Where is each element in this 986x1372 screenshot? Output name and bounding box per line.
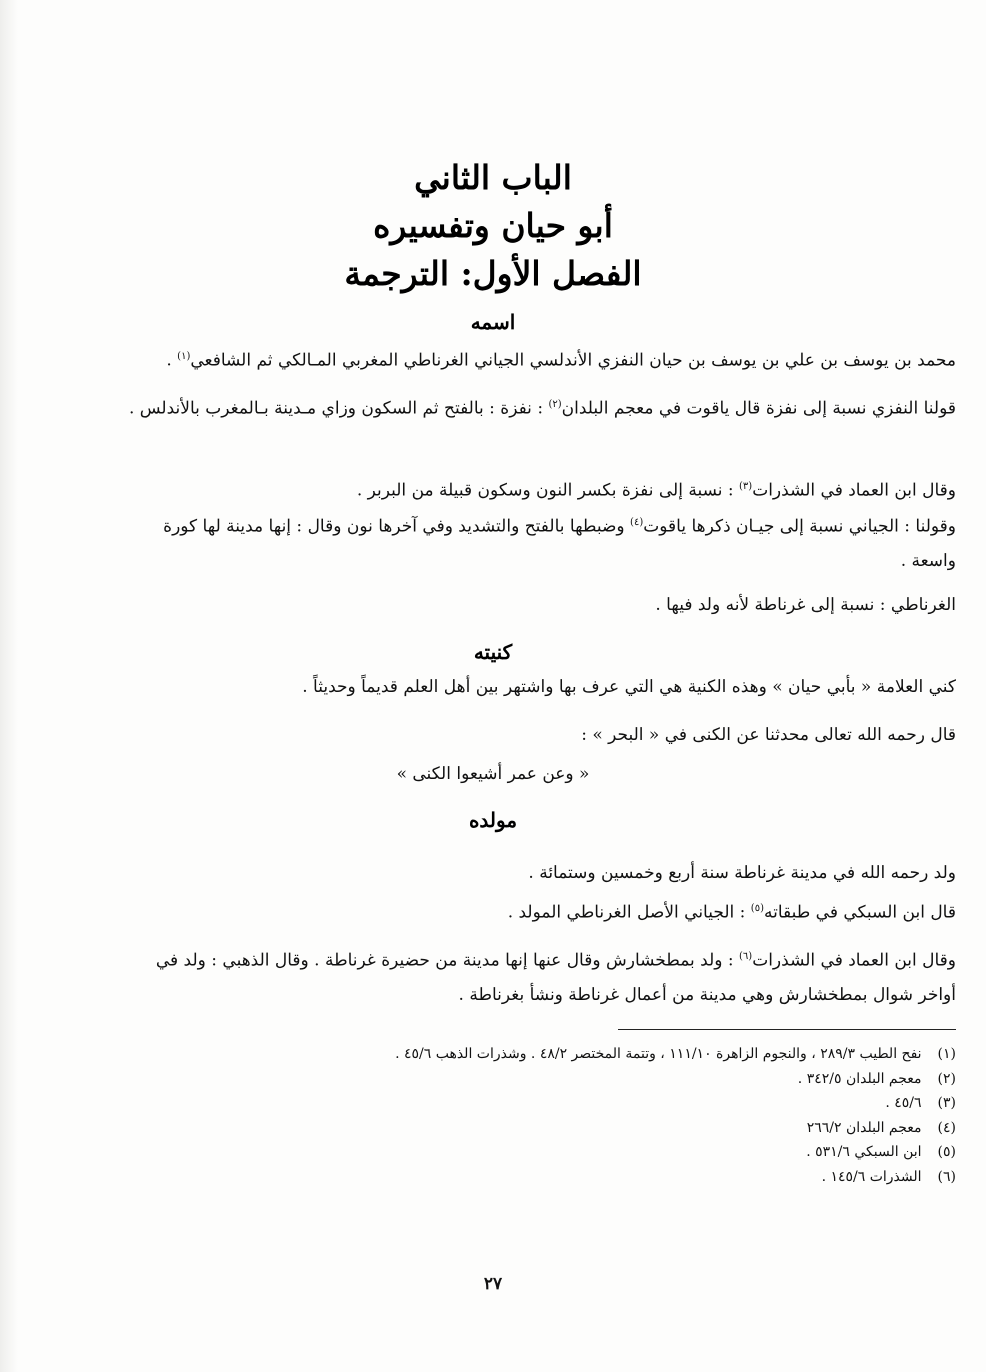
footnote-number: (٦) <box>937 1168 956 1185</box>
footnote-separator <box>618 1029 956 1030</box>
footnote-number: (٣) <box>937 1095 956 1111</box>
kunya-paragraph-2: قال رحمه الله تعالى محدثنا عن الكنى في « البحر » : <box>581 725 956 745</box>
name-paragraph-2-end: : نفزة : بالفتح ثم السكون وزاي مـدينة بـالمغرب بالأندلس . <box>128 398 549 419</box>
birth-paragraph-3-text: وقال ابن العماد في الشذرات <box>752 950 956 971</box>
page-number: ٢٧ <box>483 1274 503 1294</box>
footnote-ref-4: (٤) <box>630 517 644 528</box>
name-paragraph-3-end: : نسبة إلى نفزة بكسر النون وسكون قبيلة من البربر . <box>356 480 740 501</box>
footnote-text: معجم البلدان ٣٤٢/٥ . <box>797 1070 922 1087</box>
section-title-name: اسمه <box>470 310 516 334</box>
name-paragraph-3-text: وقال ابن العماد في الشذرات <box>752 480 956 501</box>
name-paragraph-4-text: وقولنا : الجياني نسبة إلى جيـان ذكرها ياقوت <box>643 516 956 537</box>
footnote-text: ٤٥/٦ . <box>885 1095 922 1111</box>
name-paragraph-5: الغرناطي : نسبة إلى غرناطة لأنه ولد فيها . <box>655 595 956 615</box>
part-heading: الباب الثاني <box>414 158 572 197</box>
kunya-quote: « وعن عمر أشيعوا الكنى » <box>396 764 590 784</box>
birth-paragraph-2-text: قال ابن السبكي في طبقاته <box>763 902 956 923</box>
birth-paragraph-1: ولد رحمه الله في مدينة غرناطة سنة أربع وخمسين وستمائة . <box>528 863 956 883</box>
chapter-heading: الفصل الأول: الترجمة <box>344 254 642 293</box>
name-paragraph-1-end: . <box>166 350 178 371</box>
name-paragraph-4 <box>118 506 956 578</box>
footnote-number: (٥) <box>937 1144 956 1160</box>
subject-heading: أبو حيان وتفسيره <box>373 206 613 245</box>
section-title-birth: مولده <box>468 808 518 832</box>
footnote-ref-2: (٢) <box>548 399 562 410</box>
name-paragraph-3 <box>118 470 956 508</box>
footnote-item <box>118 1067 956 1092</box>
footnotes <box>118 1042 956 1189</box>
name-paragraph-1 <box>118 340 956 378</box>
footnote-item <box>118 1165 956 1190</box>
kunya-paragraph-1: كني العلامة « بأبي حيان » وهذه الكنية هي التي عرف بها واشتهر بين أهل العلم قديماً وحديثاً . <box>302 677 956 697</box>
name-paragraph-4-end: وضبطها بالفتح والتشديد وفي آخرها نون وقال : إنها مدينة لها كورة واسعة . <box>163 516 956 571</box>
birth-paragraph-2 <box>118 892 956 930</box>
footnote-number: (٤) <box>937 1119 956 1136</box>
footnote-number: (١) <box>937 1046 956 1062</box>
footnote-number: (٢) <box>937 1070 956 1087</box>
section-title-kunya: كنيته <box>473 640 513 664</box>
name-paragraph-2-text: قولنا النفزي نسبة إلى نفزة قال ياقوت في معجم البلدان <box>561 398 956 419</box>
footnote-ref-3: (٣) <box>739 481 753 492</box>
footnote-ref-5: (٥) <box>750 903 764 914</box>
footnote-text: معجم البلدان ٢٦٦/٢ <box>806 1119 922 1136</box>
footnote-item <box>118 1140 956 1165</box>
footnote-item <box>118 1042 956 1067</box>
footnote-text: نفح الطيب ٢٨٩/٣ ، والنجوم الزاهرة ١١١/١٠ ، وتتمة المختصر ٤٨/٢ . وشذرات الذهب ٤٥/٦ . <box>395 1046 922 1062</box>
birth-paragraph-2-end: : الجياني الأصل الغرناطي المولد . <box>507 902 751 923</box>
name-paragraph-2 <box>118 388 956 426</box>
footnote-item <box>118 1091 956 1116</box>
footnote-ref-6: (٦) <box>739 951 753 962</box>
footnote-text: ابن السبكي ٥٣١/٦ . <box>806 1144 922 1160</box>
name-paragraph-1-text: محمد بن يوسف بن علي بن يوسف بن حيان النفزي الأندلسي الجياني الغرناطي المغربي المـالكي ثم الشافعي <box>190 350 956 371</box>
birth-paragraph-3 <box>118 940 956 1012</box>
birth-paragraph-3-end: : ولد بمطخشارش وقال عنها إنها مدينة من حضيرة غرناطة . وقال الذهبي : ولد في أواخر شوال بمطخشارش وهي مدينة من أعمال غرناطة ونشأ بغرناطة . <box>155 950 956 1005</box>
footnote-item <box>118 1116 956 1141</box>
footnote-ref-1: (١) <box>177 351 191 362</box>
footnote-text: الشذرات ١٤٥/٦ . <box>821 1168 922 1185</box>
